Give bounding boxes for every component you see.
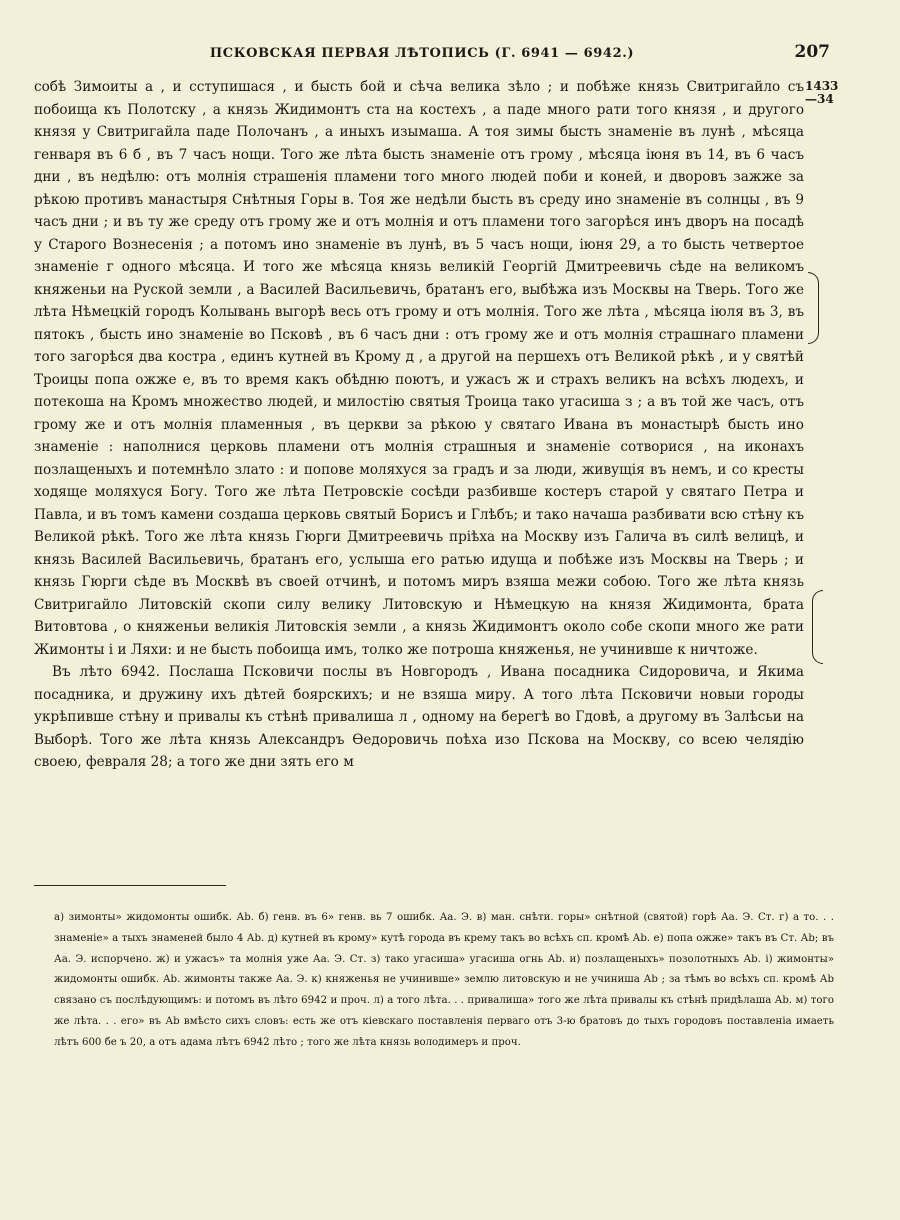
margin-year-top: 1433	[805, 79, 839, 93]
paragraph-6942: Въ лѣто 6942. Послаша Псковичи послы въ Новгородъ , Ивана посадника Сидоровича, и Якима посадника, и дружину ихъ дѣтей боярскихъ; и не взяша миру. А того лѣта Псковичи новыи городы укрѣпивше стѣну и привалы къ стѣнѣ привалиша л , одному на берегѣ во Гдовѣ, а другому въ Залѣсьи на Выборѣ. Того же лѣта князь Александръ Ѳедоровичь поѣха изо Пскова на Москву, со всею челядію своею, февраля 28; а того же дни зять его м	[34, 664, 804, 770]
footnote-rule	[34, 885, 226, 886]
footnotes	[54, 908, 834, 1054]
margin-year-bottom: —34	[805, 92, 834, 106]
running-title: ПСКОВСКАЯ ПЕРВАЯ ЛѢТОПИСЬ (Г. 6941 — 6942.)	[209, 46, 635, 61]
margin-bracket-mark	[812, 590, 823, 664]
page-number: 207	[794, 42, 830, 62]
paragraph-6941: собѣ Зимоиты а , и сступишася , и бысть бой и сѣча велика зѣло ; и побѣже князь Свитригайло съ побоища къ Полотску , а князь Жидимонтъ ста на костехъ , а паде много рати того князя , и другого князя у Свитригайла паде Полочанъ , а иныхъ изымаша. А тоя зимы бысть знаменіе въ лунѣ , мѣсяца генваря въ 6 б , въ 7 часъ нощи. Того же лѣта бысть знаменіе отъ грому , мѣсяца іюня въ 14, въ 6 часъ дни , въ недѣлю: отъ молнія страшенія пламени того много людей поби и коней, и дворовъ зажже за рѣкою противъ манастыря Снѣтныя Горы в. Тоя же недѣли бысть въ среду ино знаменіе въ солнцы , въ 9 часъ дни ; и въ ту же среду отъ грому же и отъ молнія и отъ пламени того загорѣся инъ дворъ на посадѣ у Старого Вознесенія ; а потомъ ино знаменіе въ лунѣ, въ 5 часъ нощи, іюня 29, а то бысть четвертое знаменіе г одного мѣсяца. И того же мѣсяца князь великій Георгій Дмитреевичь сѣде на великомъ княженьи на Руской земли , а Василей Васильевичь, братанъ его, выбѣжа изъ Москвы на Тверь. Того же лѣта Нѣмецкій городъ Колывань выгорѣ весь отъ грому и отъ молнія. Того же лѣта , мѣсяца іюля въ 3, въ пятокъ , бысть ино знаменіе во Псковѣ , въ 6 часъ дни : отъ грому же и отъ молнія страшнаго пламени того загорѣся два костра , единъ кутней въ Крому д , а другой на першехъ отъ Великой рѣкѣ , и у святѣй Троицы попа ожже е, въ то время какъ обѣдню поютъ, и ужасъ ж и страхъ великъ на всѣхъ людехъ, и потекоша на Кромъ множество людей, и милостію святыя Троица тако угасиша з ; а въ той же часъ, отъ грому же и отъ молнія пламенныя , въ церкви за рѣкою у святаго Ивана въ монастырѣ бысть ино знаменіе : наполнися церковь пламени отъ молнія страшныя и знаменіе сотворися , на иконахъ позлащеныхъ и потемнѣло злато : и попове моляхуся за градъ и за люди, живущія въ немъ, и со кресты ходяще моляхуся Богу. Того же лѣта Петровскіе сосѣди разбивше костеръ старой у святаго Петра и Павла, и въ томъ камени создаша церковь святый Борисъ и Глѣбъ; и тако начаша разбивати всю стѣну къ Великой рѣкѣ. Того же лѣта князь Гюрги Дмитреевичь пріѣха на Москву изъ Галича въ силѣ велицѣ, и князь Василей Васильевичь, братанъ его, услыша его ратью идуща и побѣже изъ Москвы на Тверь ; и князь Гюрги сѣде въ Москвѣ въ своей отчинѣ, и потомъ миръ взяша межи собою. Того же лѣта князь Свитригайло Литовскій скопи силу велику Литовскую и Нѣмецкую на князя Жидимонта, брата Витовтова , о княженьи великія Литовскія земли , а князь Жидимонтъ около собе скопи много же рати Жимонты і и Ляхи: и не бысть побоища имъ, толко же потроша княженья, не учинивше к ничтоже.	[34, 79, 804, 658]
margin-bracket-mark	[808, 272, 819, 344]
chronicle-text	[34, 76, 804, 774]
footnote-block: а) зимонты» жидомонты ошибк. Аb. б) генв. въ 6» генв. вь 7 ошибк. Аа. Э. в) ман. снѣти. горы» снѣтной (святой) горѣ Аа. Э. Ст. г) а то. . . знаменіе» а тыхъ знаменей было 4 Аb. д) кутней въ крому» кутѣ города въ крему такъ во всѣхъ сп. кромѣ Аb. е) попа ожже» такъ въ Ст. Аb; въ Аа. Э. испорчено. ж) и ужасъ» та молнія уже Аа. Э. Ст. з) тако угасиша» угасиша огнь Аb. и) позлащеныхъ» позолотныхъ Аb. і) жимонты» жидомонты ошибк. Аb. жимонты также Аа. Э. к) княженья не учинивше» землю литовскую и не учиниша Аb ; за тѣмъ во всѣхъ сп. кромѣ Аb связано съ послѣдующимъ: и потомъ въ лѣто 6942 и проч. л) а того лѣта. . . привалиша» того же лѣта привалы къ стѣнѣ придѣлаша Аb. м) того же лѣта. . . его» въ Аb вмѣсто сихъ словъ: есть же отъ кіевскаго поставленія перваго отъ 3-ю братовъ до тыхъ городовъ поставленіа имаеть лѣтъ 600 бе ъ 20, а отъ адама лѣтъ 6942 лѣто ; того же лѣта князь володимеръ и проч.	[54, 912, 834, 1048]
running-header	[32, 40, 812, 70]
